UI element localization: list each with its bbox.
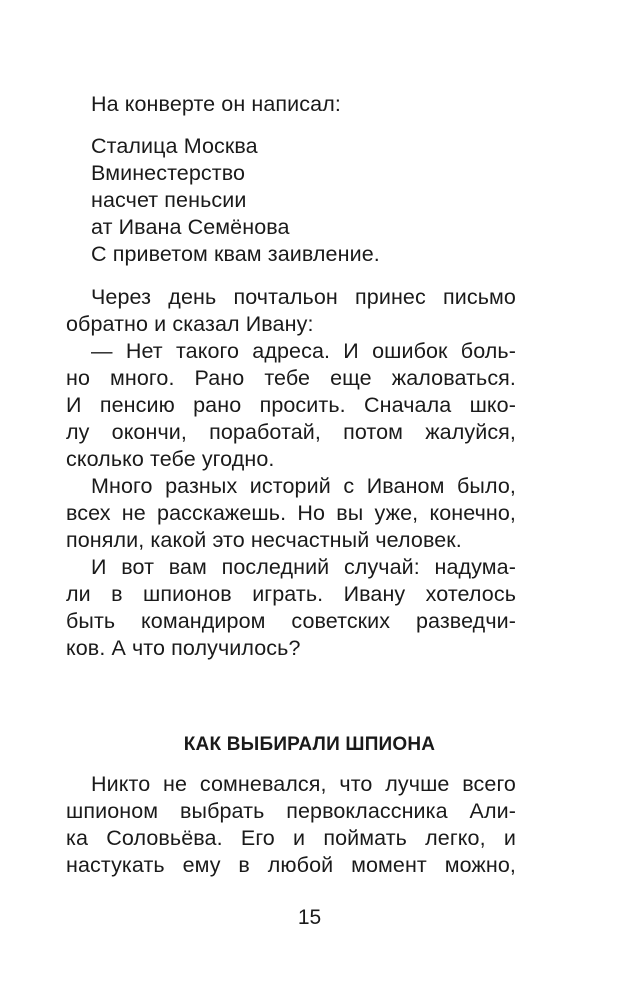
address-line: С приветом квам заивление. xyxy=(91,242,380,266)
envelope-intro-line: На конверте он написал: xyxy=(91,92,341,116)
body-line: ли в шпионов играть. Ивану хотелось xyxy=(66,582,516,606)
chapter-line: настукать ему в любой момент можно, xyxy=(66,853,516,877)
body-line: лу окончи, поработай, потом жалуйся, xyxy=(66,420,516,444)
chapter-line: шпионом выбрать первоклассника Али- xyxy=(66,799,516,823)
chapter-line: ка Соловьёва. Его и поймать легко, и xyxy=(66,826,516,850)
body-line: обратно и сказал Ивану: xyxy=(66,312,314,336)
body-line: Через день почтальон принес письмо xyxy=(91,285,516,309)
chapter-line: Никто не сомневался, что лучше всего xyxy=(91,772,516,796)
body-line: поняли, какой это несчастный человек. xyxy=(66,528,462,552)
body-line: всех не расскажешь. Но вы уже, конечно, xyxy=(66,501,516,525)
address-line: Сталица Москва xyxy=(91,134,258,158)
body-line: быть командиром советских разведчи- xyxy=(66,609,516,633)
body-line: сколько тебе угодно. xyxy=(66,447,275,471)
address-line: ат Ивана Семёнова xyxy=(91,215,290,239)
address-line: насчет пеньсии xyxy=(91,188,247,212)
address-line: Вминестерство xyxy=(91,161,246,185)
body-line: ков. А что получилось? xyxy=(66,636,301,660)
body-line: Много разных историй с Иваном было, xyxy=(91,474,516,498)
body-line: И вот вам последний случай: надума- xyxy=(91,555,516,579)
body-line: — Нет такого адреса. И ошибок боль- xyxy=(91,339,516,363)
page-number: 15 xyxy=(297,906,322,929)
chapter-title: КАК ВЫБИРАЛИ ШПИОНА xyxy=(183,734,436,755)
body-line: И пенсию рано просить. Сначала шко- xyxy=(66,393,516,417)
body-line: но много. Рано тебе еще жаловаться. xyxy=(66,366,516,390)
